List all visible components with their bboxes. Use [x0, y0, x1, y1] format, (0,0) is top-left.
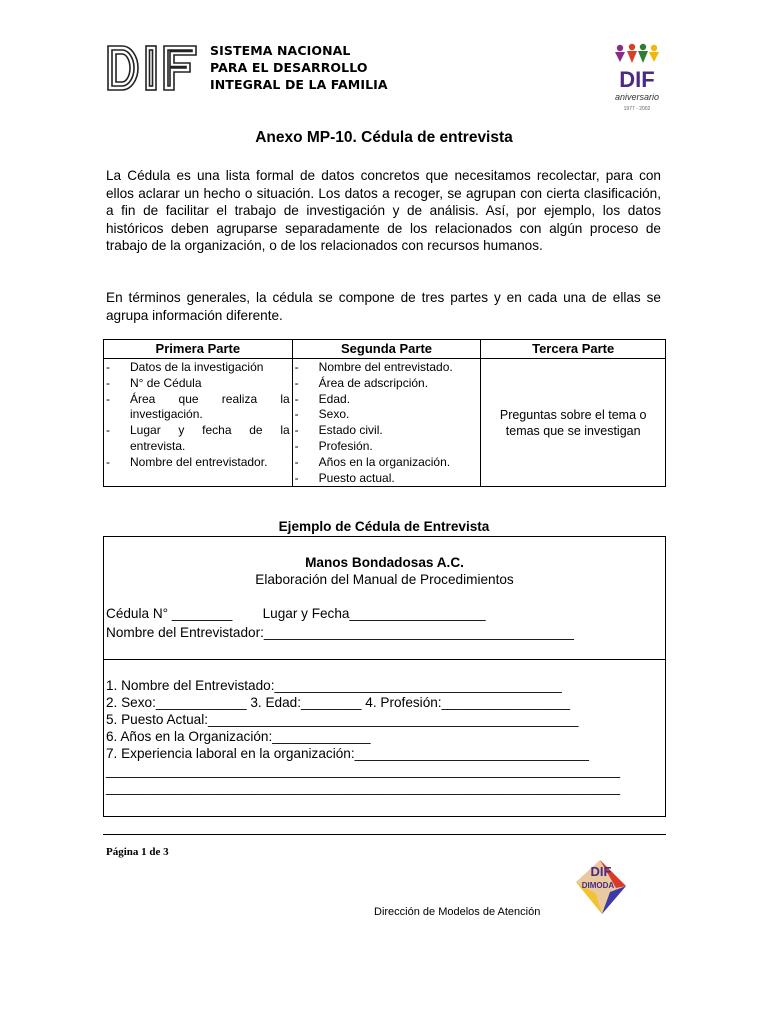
list-item: - Estado civil. [295, 423, 479, 439]
document-title: Anexo MP-10. Cédula de entrevista [255, 129, 513, 146]
department-name: Dirección de Modelos de Atención [374, 906, 541, 918]
interviewer-line: Nombre del Entrevistador:_________________________________________ [106, 625, 574, 640]
list-item: - Puesto actual. [295, 471, 479, 487]
dimoda-logo [570, 858, 632, 918]
list-item: - Sexo. [295, 407, 479, 423]
org-line: INTEGRAL DE LA FAMILIA [210, 77, 388, 92]
intro-paragraph: La Cédula es una lista formal de datos concretos que necesitamos recolectar, para con ellos aclarar un hecho o situación. Los datos a recoger, se agrupan con cierta clasificación, a fin de facilitar el trabajo de investigación y de análisis. Así, por ejemplo, los datos históricos deben agruparse separadamente de los relacionados con algún proceso de trabajo de la organización, o de los relacionados con recursos humanos. [106, 168, 661, 254]
org-line: PARA EL DESARROLLO [210, 60, 368, 75]
form-field: 7. Experiencia laboral en la organización:_______________________________ [106, 746, 589, 761]
form-field: 5. Puesto Actual:_________________________________________________ [106, 712, 579, 727]
form-field: ____________________________________________________________________ [106, 763, 621, 778]
parts-table-row [104, 359, 666, 487]
anniversary-years: 1977 - 2002 [623, 106, 651, 112]
dif-logo [106, 44, 198, 92]
list-item: - Lugar y fecha de la entrevista. [106, 423, 290, 455]
list-item: - N° de Cédula [106, 376, 290, 392]
cedula-line: Cédula N° ________ Lugar y Fecha__________________ [106, 606, 486, 621]
list-item: - Área de adscripción. [295, 376, 479, 392]
header-third-part: Tercera Parte [481, 340, 666, 359]
anniversary-brand: DIF [619, 67, 655, 92]
third-part-cell: Preguntas sobre el tema o temas que se investigan [481, 359, 666, 487]
anniversary-caption: aniversario [614, 92, 660, 102]
header-second-part: Segunda Parte [292, 340, 481, 359]
list-item: - Nombre del entrevistado. [295, 360, 479, 376]
example-subtitle: Elaboración del Manual de Procedimientos [255, 572, 514, 587]
list-item: - Datos de la investigación [106, 360, 290, 376]
footer-divider [103, 834, 666, 835]
parts-table [103, 339, 666, 487]
dif-anniversary-logo [610, 42, 664, 116]
example-organization: Manos Bondadosas A.C. [305, 555, 464, 570]
list-item: - Edad. [295, 392, 479, 408]
form-field: 1. Nombre del Entrevistado:______________________________________ [106, 678, 562, 693]
org-line: SISTEMA NACIONAL [210, 43, 351, 58]
list-item: - Años en la organización. [295, 455, 479, 471]
list-item: - Área que realiza la investigación. [106, 392, 290, 424]
form-divider [103, 659, 666, 660]
form-field: 2. Sexo:____________ 3. Edad:________ 4. Profesión:_________________ [106, 695, 571, 710]
list-item: - Nombre del entrevistador. [106, 455, 290, 471]
dimoda-name: DIMODA [581, 881, 615, 890]
second-part-list [295, 360, 479, 486]
header-first-part: Primera Parte [104, 340, 293, 359]
parts-paragraph: En términos generales, la cédula se compone de tres partes y en cada una de ellas se agrupa información diferente. [106, 290, 661, 323]
page-number: Página 1 de 3 [106, 846, 169, 858]
first-part-list [106, 360, 290, 471]
form-field: ____________________________________________________________________ [106, 780, 621, 795]
parts-table-header-row [104, 340, 666, 359]
organization-name [210, 42, 388, 93]
list-item: - Profesión. [295, 439, 479, 455]
form-field: 6. Años en la Organización:_____________ [106, 729, 371, 744]
dimoda-brand: DIF [590, 864, 612, 879]
first-part-cell [104, 359, 293, 487]
example-heading: Ejemplo de Cédula de Entrevista [278, 519, 490, 534]
second-part-cell [292, 359, 481, 487]
